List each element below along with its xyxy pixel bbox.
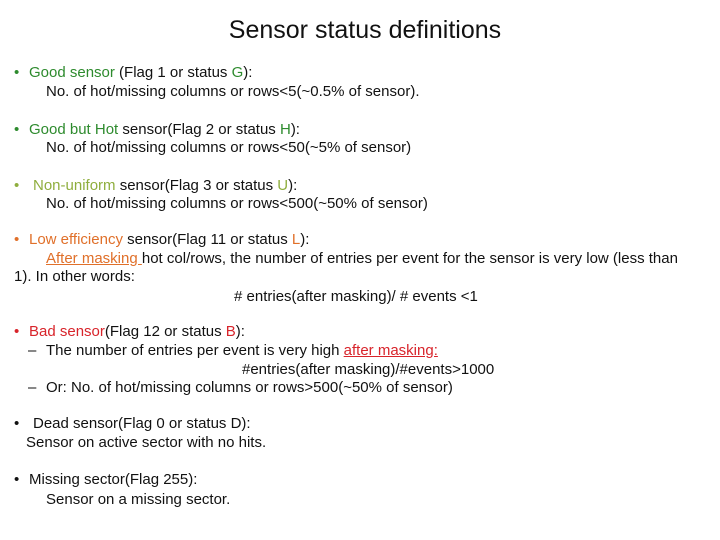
loweff-detail-rest: hot col/rows, the number of entries per event for the sensor is very low (less than: [141, 250, 678, 267]
loweff-detail-wrap: 1). In other words:: [14, 268, 135, 285]
bad-sub1-text: The number of entries per event is very high: [46, 342, 344, 359]
bullet-nonuniform: •: [14, 177, 20, 194]
good-sensor-letter: G: [231, 64, 244, 81]
bullet-bad: •: [14, 323, 20, 340]
good-sensor-flag-suffix: ):: [243, 64, 253, 81]
nonuniform-sensor-flag-suffix: ):: [288, 177, 298, 194]
bullet-dead: •: [14, 415, 20, 432]
bullet-loweff: •: [14, 231, 20, 248]
bullet-good: •: [14, 64, 20, 81]
good-sensor-heading: [29, 64, 252, 82]
good-sensor-name: Good sensor: [29, 64, 115, 81]
bad-sensor-flag-suffix: ):: [235, 323, 245, 340]
nonuniform-sensor-flag-prefix: sensor(Flag 3 or status: [115, 177, 278, 194]
nonuniform-sensor-heading: [33, 177, 297, 195]
nonuniform-sensor-detail: No. of hot/missing columns or rows<500(~50% of sensor): [46, 195, 428, 212]
bullet-hot: •: [14, 121, 20, 138]
nonuniform-sensor-letter: U: [277, 177, 289, 194]
good-sensor-flag-prefix: (Flag 1 or status: [114, 64, 232, 81]
hot-sensor-flag-suffix: ):: [290, 121, 300, 138]
missing-sector-detail: Sensor on a missing sector.: [46, 491, 231, 508]
loweff-sensor-detail: [46, 250, 678, 268]
hot-sensor-name: Good but Hot: [29, 121, 119, 138]
dash-bad-1: –: [28, 342, 37, 359]
loweff-sensor-heading: [29, 231, 309, 249]
dead-sensor-heading: Dead sensor(Flag 0 or status D):: [33, 415, 251, 432]
bullet-missing: •: [14, 471, 20, 488]
loweff-sensor-flag-prefix: sensor(Flag 11 or status: [122, 231, 292, 248]
bad-sensor-sub2: Or: No. of hot/missing columns or rows>500(~50% of sensor): [46, 379, 453, 396]
good-sensor-detail: No. of hot/missing columns or rows<5(~0.5% of sensor).: [46, 83, 420, 100]
bad-sensor-name: Bad sensor: [29, 323, 105, 340]
loweff-sensor-name: Low efficiency: [29, 231, 123, 248]
bad-sensor-letter: B: [225, 323, 236, 340]
hot-sensor-detail: No. of hot/missing columns or rows<50(~5% of sensor): [46, 139, 412, 156]
nonuniform-sensor-name: Non-uniform: [33, 177, 116, 194]
hot-sensor-heading: [29, 121, 300, 139]
bad-sub1-after-masking: after masking:: [343, 342, 438, 359]
hot-sensor-flag-prefix: sensor(Flag 2 or status: [118, 121, 280, 138]
missing-sector-heading: Missing sector(Flag 255):: [29, 471, 198, 488]
loweff-sensor-letter: L: [291, 231, 301, 248]
bad-sensor-sub1: [46, 342, 438, 360]
dead-sensor-detail: Sensor on active sector with no hits.: [26, 434, 267, 451]
bad-sensor-flag-prefix: (Flag 12 or status: [104, 323, 226, 340]
dash-bad-2: –: [28, 379, 37, 396]
loweff-sensor-flag-suffix: ):: [300, 231, 310, 248]
page-title: Sensor status definitions: [228, 16, 502, 44]
loweff-after-masking: After masking: [46, 250, 142, 267]
bad-sensor-heading: [29, 323, 245, 341]
hot-sensor-letter: H: [279, 121, 291, 138]
bad-formula: #entries(after masking)/#events>1000: [242, 361, 495, 378]
loweff-formula: # entries(after masking)/ # events <1: [234, 288, 478, 305]
